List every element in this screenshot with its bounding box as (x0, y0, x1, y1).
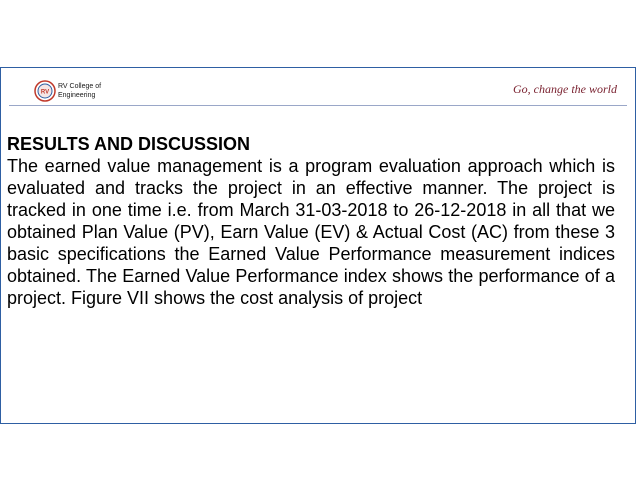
college-name-line1: RV College of (58, 83, 102, 90)
college-name-line2: Engineering (58, 92, 96, 99)
logo-text: RV (40, 89, 50, 96)
section-heading: RESULTS AND DISCUSSION (7, 134, 251, 154)
slide-content (7, 133, 615, 309)
college-logo-icon (34, 80, 56, 102)
slide-header (1, 68, 635, 106)
college-tagline: Go, change the world (513, 82, 617, 96)
section-body: The earned value management is a program evaluation approach which is evaluated and tracks the project in an effective manner. The project is tracked in one time i.e. from March 31-03-2018 to 26-12-2018 in all that we obtained Plan Value (PV), Earn Value (EV) & Actual Cost (AC) from these 3 basic specifications the Earned Value Performance measurement indices obtained. The Earned Value Performance index shows the performance of a project. Figure VII shows the cost analysis of project (7, 156, 615, 308)
slide-frame (0, 67, 636, 424)
college-name (58, 82, 101, 100)
header-divider (9, 105, 627, 106)
